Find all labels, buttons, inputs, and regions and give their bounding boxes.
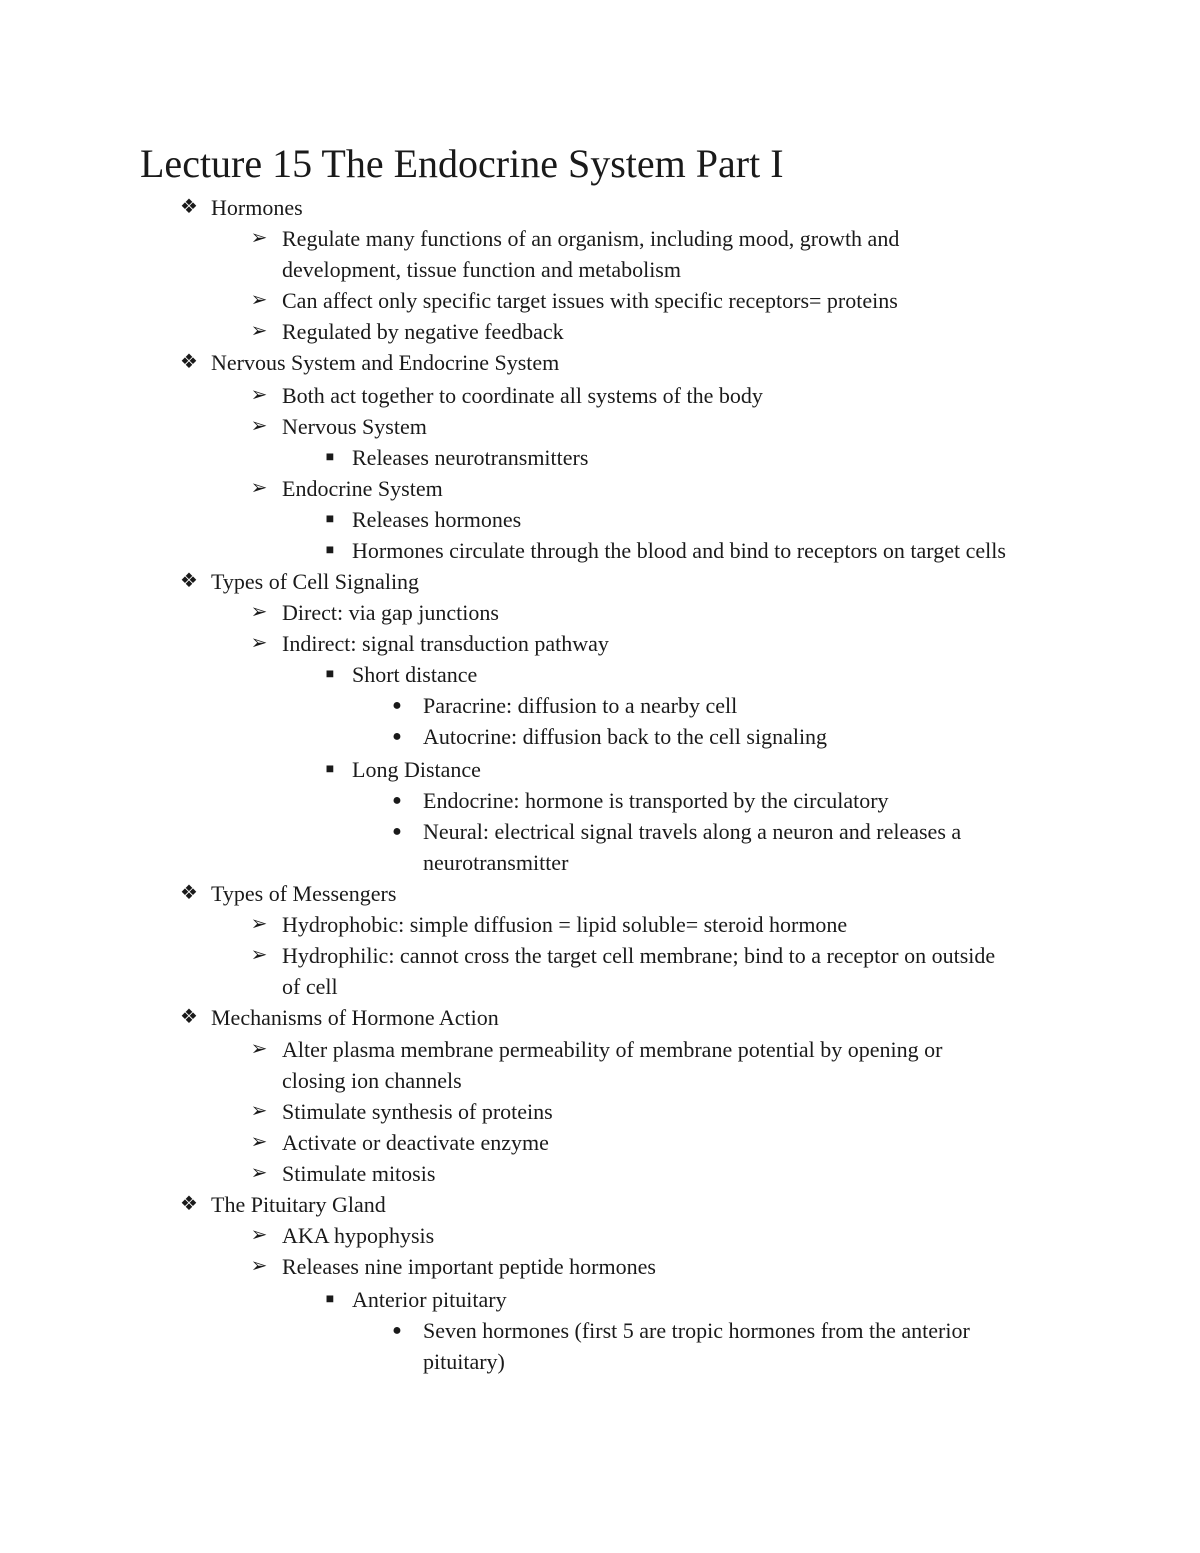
arrow-bullet-icon: ➢ [250, 477, 268, 499]
arrow-bullet-icon: ➢ [250, 601, 268, 623]
dot-bullet-icon: ● [392, 823, 402, 840]
dot-bullet-icon: ● [392, 1322, 402, 1339]
diamond-bullet-icon: ❖ [180, 196, 198, 218]
section-heading-mechanisms: Mechanisms of Hormone Action [211, 1005, 499, 1030]
list-item: Nervous System [282, 414, 427, 439]
section-heading-pituitary: The Pituitary Gland [211, 1192, 386, 1217]
list-item: Long Distance [352, 757, 481, 782]
list-item: Endocrine: hormone is transported by the circulatory [423, 788, 889, 813]
section-heading-hormones: Hormones [211, 195, 303, 220]
list-item: Stimulate mitosis [282, 1161, 436, 1186]
arrow-bullet-icon: ➢ [250, 632, 268, 654]
list-item: Releases hormones [352, 507, 522, 532]
dot-bullet-icon: ● [392, 697, 402, 714]
list-item-continuation: development, tissue function and metabolism [282, 257, 681, 282]
list-item: Releases nine important peptide hormones [282, 1254, 656, 1279]
arrow-bullet-icon: ➢ [250, 415, 268, 437]
page-title: Lecture 15 The Endocrine System Part I [140, 141, 784, 186]
list-item: Short distance [352, 662, 478, 687]
arrow-bullet-icon: ➢ [250, 1038, 268, 1060]
list-item: Hydrophobic: simple diffusion = lipid soluble= steroid hormone [282, 912, 848, 937]
list-item: Regulated by negative feedback [282, 319, 564, 344]
list-item: Alter plasma membrane permeability of membrane potential by opening or [282, 1037, 943, 1062]
square-bullet-icon: ■ [325, 450, 335, 465]
list-item: AKA hypophysis [282, 1223, 435, 1248]
square-bullet-icon: ■ [325, 667, 335, 682]
arrow-bullet-icon: ➢ [250, 1255, 268, 1277]
list-item: Activate or deactivate enzyme [282, 1130, 549, 1155]
list-item: Endocrine System [282, 476, 443, 501]
list-item-continuation: pituitary) [423, 1349, 505, 1374]
list-item: Both act together to coordinate all systems of the body [282, 383, 763, 408]
list-item: Autocrine: diffusion back to the cell signaling [423, 724, 828, 749]
square-bullet-icon: ■ [325, 512, 335, 527]
diamond-bullet-icon: ❖ [180, 1193, 198, 1215]
section-heading-messengers: Types of Messengers [211, 881, 397, 906]
arrow-bullet-icon: ➢ [250, 913, 268, 935]
dot-bullet-icon: ● [392, 728, 402, 745]
diamond-bullet-icon: ❖ [180, 570, 198, 592]
list-item: Direct: via gap junctions [282, 600, 499, 625]
list-item: Neural: electrical signal travels along a neuron and releases a [423, 819, 962, 844]
list-item-continuation: of cell [282, 974, 338, 999]
diamond-bullet-icon: ❖ [180, 882, 198, 904]
arrow-bullet-icon: ➢ [250, 1224, 268, 1246]
arrow-bullet-icon: ➢ [250, 1131, 268, 1153]
diamond-bullet-icon: ❖ [180, 1006, 198, 1028]
list-item: Anterior pituitary [352, 1287, 507, 1312]
list-item-continuation: neurotransmitter [423, 850, 569, 875]
arrow-bullet-icon: ➢ [250, 289, 268, 311]
list-item: Indirect: signal transduction pathway [282, 631, 609, 656]
square-bullet-icon: ■ [325, 1292, 335, 1307]
square-bullet-icon: ■ [325, 543, 335, 558]
arrow-bullet-icon: ➢ [250, 1100, 268, 1122]
dot-bullet-icon: ● [392, 792, 402, 809]
section-heading-cell-signaling: Types of Cell Signaling [211, 569, 420, 594]
arrow-bullet-icon: ➢ [250, 320, 268, 342]
list-item: Regulate many functions of an organism, including mood, growth and [282, 226, 900, 251]
list-item-continuation: closing ion channels [282, 1068, 462, 1093]
list-item: Hydrophilic: cannot cross the target cell membrane; bind to a receptor on outside [282, 943, 996, 968]
square-bullet-icon: ■ [325, 762, 335, 777]
section-heading-nervous-endocrine: Nervous System and Endocrine System [211, 350, 560, 375]
arrow-bullet-icon: ➢ [250, 944, 268, 966]
diamond-bullet-icon: ❖ [180, 351, 198, 373]
arrow-bullet-icon: ➢ [250, 1162, 268, 1184]
list-item: Can affect only specific target issues with specific receptors= proteins [282, 288, 898, 313]
list-item: Stimulate synthesis of proteins [282, 1099, 553, 1124]
list-item: Hormones circulate through the blood and bind to receptors on target cells [352, 538, 1006, 563]
list-item: Seven hormones (first 5 are tropic hormones from the anterior [423, 1318, 970, 1343]
arrow-bullet-icon: ➢ [250, 227, 268, 249]
list-item: Paracrine: diffusion to a nearby cell [423, 693, 738, 718]
arrow-bullet-icon: ➢ [250, 384, 268, 406]
list-item: Releases neurotransmitters [352, 445, 589, 470]
